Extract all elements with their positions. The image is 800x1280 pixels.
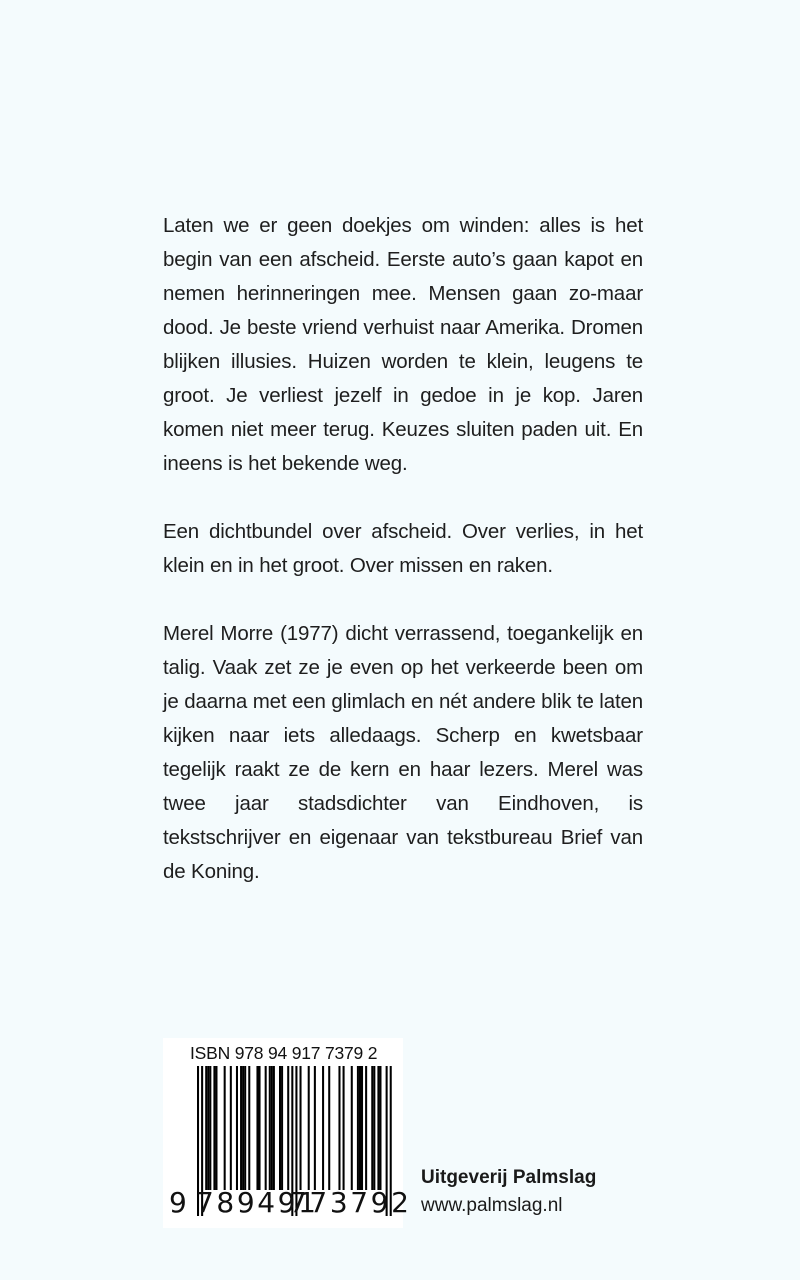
barcode-left-digits: 789491 — [196, 1186, 319, 1219]
barcode-right-digits: 773792 — [289, 1186, 412, 1219]
blurb-paragraph-2: Een dichtbundel over afscheid. Over verlies, in het klein en in het groot. Over missen en raken. — [163, 520, 643, 577]
publisher-name: Uitgeverij Palmslag — [421, 1167, 597, 1188]
publisher-info — [421, 1165, 596, 1221]
blurb-paragraph-1: Laten we er geen doekjes om winden: alles is het begin van een afscheid. Eerste auto’s gaan kapot en nemen herinneringen mee. Mensen gaan zo-maar dood. Je beste vriend verhuist naar Amerika. Dromen blijken illusies. Huizen worden te klein, leugens te groot. Je verliest jezelf in gedoe in je kop. Jaren komen niet meer terug. Keuzes sluiten paden uit. En ineens is het bekende weg. — [163, 214, 643, 475]
publisher-url[interactable]: www.palmslag.nl — [421, 1195, 563, 1216]
barcode-first-digit: 9 — [169, 1186, 187, 1219]
isbn-barcode — [163, 1038, 412, 1228]
isbn-label: ISBN 978 94 917 7379 2 — [190, 1043, 378, 1063]
author-bio-paragraph: Merel Morre (1977) dicht verrassend, toegankelijk en talig. Vaak zet ze je even op het verkeerde been om je daarna met een glimlach en nét andere blik te laten kijken naar iets alledaags. Scherp en kwetsbaar tegelijk raakt ze de kern en haar lezers. Merel was twee jaar stadsdichter van Eindhoven, is tekstschrijver en eigenaar van tekstbureau Brief van de Koning. — [163, 622, 643, 883]
blurb-text — [163, 209, 643, 923]
